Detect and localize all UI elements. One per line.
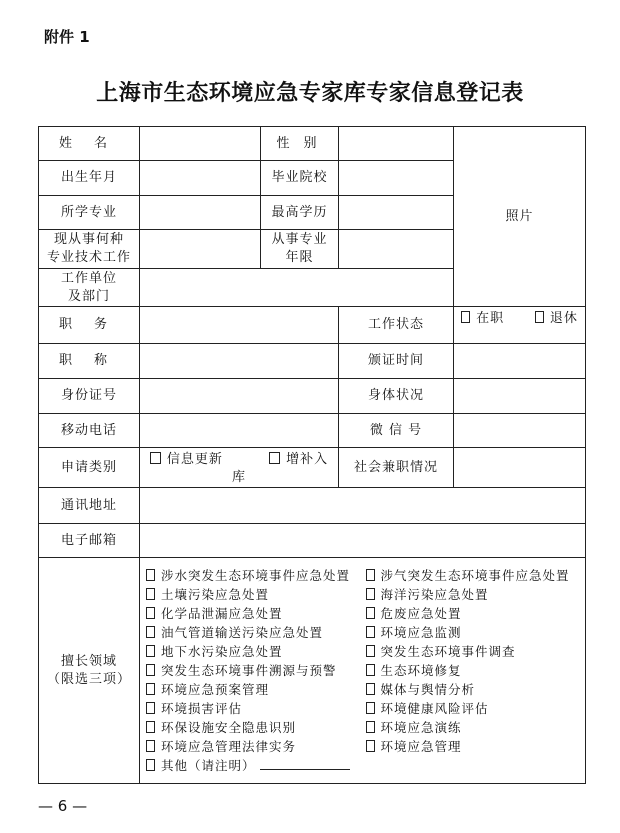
option-label: 信息更新 <box>166 452 223 467</box>
label-school: 毕业院校 <box>261 161 339 196</box>
checkbox-icon <box>146 569 155 581</box>
checkbox-icon <box>366 626 375 638</box>
option-label: 环境应急演练 <box>380 720 462 735</box>
expertise-checkbox[interactable] <box>366 680 586 699</box>
label-gender: 性别 <box>261 127 339 161</box>
id-no-field[interactable] <box>140 379 339 414</box>
option-label: 其他（请注明） <box>161 758 256 773</box>
work-status-options <box>454 307 586 344</box>
address-field[interactable] <box>140 488 586 524</box>
option-label: 环境应急管理法律实务 <box>161 739 297 754</box>
option-label: 媒体与舆情分析 <box>380 682 476 697</box>
gender-field[interactable] <box>339 127 454 161</box>
checkbox-icon <box>366 588 375 600</box>
label-mobile: 移动电话 <box>39 414 140 448</box>
position-field[interactable] <box>140 307 339 344</box>
label-line: （限选三项） <box>46 671 131 687</box>
expertise-checkbox[interactable] <box>146 661 366 680</box>
expertise-checkbox[interactable] <box>366 604 586 623</box>
expertise-checkbox[interactable] <box>146 756 366 775</box>
checkbox-icon <box>269 452 280 464</box>
label-part-time: 社会兼职情况 <box>339 448 454 488</box>
years-field[interactable] <box>339 230 454 269</box>
label-line: 专业技术工作 <box>46 250 131 265</box>
label-line: 及部门 <box>67 288 110 304</box>
checkbox-icon <box>146 740 155 752</box>
option-label: 化学品泄漏应急处置 <box>161 606 283 621</box>
expertise-checkbox[interactable] <box>366 623 586 642</box>
label-wechat: 微 信 号 <box>339 414 454 448</box>
label-years <box>261 230 339 269</box>
other-specify-field[interactable] <box>260 757 350 770</box>
checkbox-icon <box>366 569 375 581</box>
option-label: 环境应急监测 <box>380 625 462 640</box>
label-work-status: 工作状态 <box>339 307 454 344</box>
health-field[interactable] <box>454 379 586 414</box>
degree-field[interactable] <box>339 196 454 230</box>
checkbox-icon <box>461 311 470 323</box>
checkbox-info-update[interactable] <box>150 452 223 467</box>
checkbox-icon <box>366 740 375 752</box>
label-work-type <box>39 230 140 269</box>
expertise-right-column <box>366 566 586 775</box>
option-label: 突发生态环境事件调查 <box>380 644 516 659</box>
label-degree: 最高学历 <box>261 196 339 230</box>
expertise-options <box>140 558 586 784</box>
checkbox-icon <box>366 683 375 695</box>
expertise-checkbox[interactable] <box>146 585 366 604</box>
checkbox-icon <box>146 607 155 619</box>
label-address: 通讯地址 <box>39 488 140 524</box>
option-label: 退休 <box>549 311 578 326</box>
title-rank-field[interactable] <box>140 344 339 379</box>
expertise-checkbox[interactable] <box>146 718 366 737</box>
page-number: — 6 — <box>38 797 88 815</box>
expertise-checkbox[interactable] <box>366 661 586 680</box>
label-email: 电子邮箱 <box>39 524 140 558</box>
expertise-checkbox[interactable] <box>366 566 586 585</box>
option-label: 土壤污染应急处置 <box>161 587 270 602</box>
checkbox-icon <box>535 311 544 323</box>
label-major: 所学专业 <box>39 196 140 230</box>
photo-box[interactable] <box>454 127 586 307</box>
label-line: 从事专业 <box>271 232 328 247</box>
label-title-rank: 职称 <box>39 344 140 379</box>
option-label: 危废应急处置 <box>380 606 462 621</box>
unit-field[interactable] <box>140 269 454 307</box>
label-line: 年限 <box>285 250 314 265</box>
option-label: 环境应急管理 <box>380 739 462 754</box>
checkbox-icon <box>146 702 155 714</box>
checkbox-icon <box>146 664 155 676</box>
major-field[interactable] <box>140 196 261 230</box>
label-line: 擅长领域 <box>60 653 117 669</box>
option-label: 环境应急预案管理 <box>161 682 270 697</box>
option-label: 生态环境修复 <box>380 663 462 678</box>
label-name: 姓名 <box>39 127 140 161</box>
label-apply-type: 申请类别 <box>39 448 140 488</box>
option-label: 环境损害评估 <box>161 701 243 716</box>
registration-form <box>38 126 586 784</box>
page-title: 上海市生态环境应急专家库专家信息登记表 <box>96 80 524 106</box>
option-label: 油气管道输送污染应急处置 <box>161 625 324 640</box>
label-cert-time: 颁证时间 <box>339 344 454 379</box>
expertise-checkbox[interactable] <box>366 737 586 756</box>
expertise-checkbox[interactable] <box>366 585 586 604</box>
option-label: 在职 <box>476 311 505 326</box>
expertise-checkbox[interactable] <box>366 718 586 737</box>
work-type-field[interactable] <box>140 230 261 269</box>
part-time-field[interactable] <box>454 448 586 488</box>
checkbox-icon <box>146 683 155 695</box>
checkbox-add-entry[interactable] <box>232 452 328 485</box>
option-label: 海洋污染应急处置 <box>380 587 489 602</box>
expertise-checkbox[interactable] <box>146 737 366 756</box>
expertise-checkbox[interactable] <box>146 566 366 585</box>
checkbox-icon <box>366 645 375 657</box>
option-label: 涉水突发生态环境事件应急处置 <box>161 568 351 583</box>
label-id-no: 身份证号 <box>39 379 140 414</box>
label-expertise <box>39 558 140 784</box>
checkbox-retired[interactable] <box>535 311 578 326</box>
checkbox-icon <box>146 759 155 771</box>
label-position: 职务 <box>39 307 140 344</box>
label-line: 现从事何种 <box>53 232 124 247</box>
option-label: 突发生态环境事件溯源与预警 <box>161 663 337 678</box>
option-label: 涉气突发生态环境事件应急处置 <box>380 568 570 583</box>
mobile-field[interactable] <box>140 414 339 448</box>
wechat-field[interactable] <box>454 414 586 448</box>
birth-field[interactable] <box>140 161 261 196</box>
expertise-checkbox[interactable] <box>146 623 366 642</box>
label-health: 身体状况 <box>339 379 454 414</box>
expertise-checkbox[interactable] <box>366 642 586 661</box>
checkbox-icon <box>146 645 155 657</box>
label-photo: 照片 <box>505 208 534 224</box>
cert-time-field[interactable] <box>454 344 586 379</box>
school-field[interactable] <box>339 161 454 196</box>
checkbox-icon <box>146 721 155 733</box>
option-label: 环境健康风险评估 <box>380 701 489 716</box>
expertise-checkbox[interactable] <box>146 604 366 623</box>
expertise-checkbox[interactable] <box>366 699 586 718</box>
checkbox-icon <box>366 607 375 619</box>
option-label: 增补入库 <box>231 452 329 485</box>
attachment-label: 附件 1 <box>44 28 90 46</box>
name-field[interactable] <box>140 127 261 161</box>
label-unit <box>39 269 140 307</box>
checkbox-icon <box>146 588 155 600</box>
label-line: 工作单位 <box>60 270 117 286</box>
expertise-checkbox[interactable] <box>146 642 366 661</box>
expertise-checkbox[interactable] <box>146 680 366 699</box>
label-birth: 出生年月 <box>39 161 140 196</box>
option-label: 环保设施安全隐患识别 <box>161 720 297 735</box>
checkbox-icon <box>150 452 161 464</box>
expertise-left-column <box>146 566 366 775</box>
checkbox-icon <box>366 664 375 676</box>
expertise-checkbox[interactable] <box>146 699 366 718</box>
email-field[interactable] <box>140 524 586 558</box>
apply-type-options <box>140 448 339 488</box>
checkbox-employed[interactable] <box>461 311 504 326</box>
checkbox-icon <box>146 626 155 638</box>
checkbox-icon <box>366 721 375 733</box>
checkbox-icon <box>366 702 375 714</box>
option-label: 地下水污染应急处置 <box>161 644 283 659</box>
